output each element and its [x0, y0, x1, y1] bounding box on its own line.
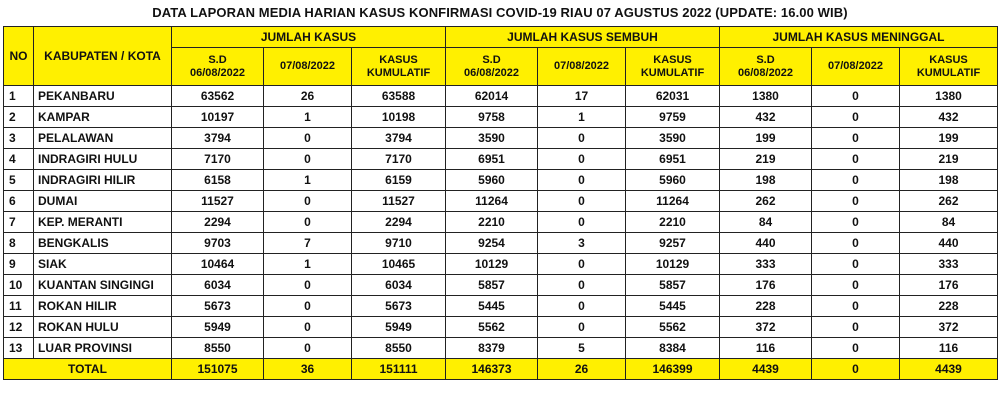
cell-cases-today: 0	[264, 275, 352, 296]
cell-cases-sd: 6158	[172, 170, 264, 191]
table-row	[4, 296, 998, 317]
cell-cases-cumulative: 5673	[352, 296, 446, 317]
cell-cases-sd: 2294	[172, 212, 264, 233]
cell-no: 12	[4, 317, 34, 338]
cell-deaths-today: 0	[812, 233, 900, 254]
cell-deaths-cumulative: 84	[900, 212, 998, 233]
total-recovered-cumulative: 146399	[626, 359, 720, 380]
cell-cases-sd: 5949	[172, 317, 264, 338]
subheader-cumulative-label1: KASUS	[653, 53, 692, 66]
cell-recovered-sd: 5445	[446, 296, 538, 317]
cell-recovered-today: 3	[538, 233, 626, 254]
cell-cases-today: 7	[264, 233, 352, 254]
cell-cases-today: 0	[264, 128, 352, 149]
cell-recovered-today: 17	[538, 86, 626, 107]
cell-no: 6	[4, 191, 34, 212]
subheader-cumulative-recovered	[626, 48, 720, 86]
cell-recovered-today: 0	[538, 149, 626, 170]
header-group-recovered: JUMLAH KASUS SEMBUH	[446, 27, 720, 48]
cell-recovered-sd: 5960	[446, 170, 538, 191]
cell-no: 9	[4, 254, 34, 275]
cell-deaths-sd: 176	[720, 275, 812, 296]
table-row	[4, 86, 998, 107]
total-label: TOTAL	[4, 359, 172, 380]
cell-deaths-sd: 198	[720, 170, 812, 191]
cell-recovered-today: 1	[538, 107, 626, 128]
subheader-today-recovered: 07/08/2022	[538, 48, 626, 86]
cell-cases-today: 1	[264, 254, 352, 275]
cell-deaths-today: 0	[812, 128, 900, 149]
cell-cases-sd: 10197	[172, 107, 264, 128]
cell-deaths-cumulative: 219	[900, 149, 998, 170]
cell-cases-cumulative: 63588	[352, 86, 446, 107]
cell-no: 13	[4, 338, 34, 359]
cell-cases-cumulative: 8550	[352, 338, 446, 359]
cell-deaths-sd: 116	[720, 338, 812, 359]
cell-deaths-sd: 333	[720, 254, 812, 275]
cell-cases-today: 1	[264, 107, 352, 128]
subheader-cumulative-deaths	[900, 48, 998, 86]
subheader-sd-deaths	[720, 48, 812, 86]
cell-recovered-sd: 8379	[446, 338, 538, 359]
cell-deaths-sd: 199	[720, 128, 812, 149]
cell-deaths-today: 0	[812, 254, 900, 275]
cell-recovered-cumulative: 8384	[626, 338, 720, 359]
cell-region: DUMAI	[34, 191, 172, 212]
cell-recovered-sd: 10129	[446, 254, 538, 275]
cell-no: 8	[4, 233, 34, 254]
cell-deaths-today: 0	[812, 170, 900, 191]
cell-region: INDRAGIRI HULU	[34, 149, 172, 170]
cell-cases-cumulative: 11527	[352, 191, 446, 212]
subheader-sd-date: 06/08/2022	[463, 66, 520, 79]
cell-deaths-sd: 372	[720, 317, 812, 338]
cell-deaths-sd: 432	[720, 107, 812, 128]
cell-cases-today: 0	[264, 191, 352, 212]
cell-recovered-today: 0	[538, 317, 626, 338]
cell-region: ROKAN HULU	[34, 317, 172, 338]
cell-deaths-cumulative: 176	[900, 275, 998, 296]
cell-recovered-today: 0	[538, 296, 626, 317]
cell-cases-today: 0	[264, 149, 352, 170]
cell-recovered-today: 5	[538, 338, 626, 359]
cell-recovered-sd: 62014	[446, 86, 538, 107]
cell-deaths-cumulative: 372	[900, 317, 998, 338]
table-row	[4, 212, 998, 233]
cell-cases-sd: 6034	[172, 275, 264, 296]
cell-deaths-today: 0	[812, 275, 900, 296]
subheader-today-deaths: 07/08/2022	[812, 48, 900, 86]
cell-recovered-cumulative: 62031	[626, 86, 720, 107]
total-deaths-sd: 4439	[720, 359, 812, 380]
cell-deaths-today: 0	[812, 149, 900, 170]
subheader-sd-cases	[172, 48, 264, 86]
cell-cases-sd: 9703	[172, 233, 264, 254]
cell-recovered-cumulative: 5960	[626, 170, 720, 191]
page-title: DATA LAPORAN MEDIA HARIAN KASUS KONFIRMASI COVID-19 RIAU 07 AGUSTUS 2022 (UPDATE: 16.00 WIB)	[152, 5, 848, 20]
cell-deaths-cumulative: 199	[900, 128, 998, 149]
cell-region: KEP. MERANTI	[34, 212, 172, 233]
cell-recovered-cumulative: 5857	[626, 275, 720, 296]
cell-cases-today: 26	[264, 86, 352, 107]
cell-region: SIAK	[34, 254, 172, 275]
cell-no: 10	[4, 275, 34, 296]
cell-deaths-cumulative: 333	[900, 254, 998, 275]
cell-no: 1	[4, 86, 34, 107]
cell-cases-sd: 7170	[172, 149, 264, 170]
cell-cases-today: 0	[264, 296, 352, 317]
table-row	[4, 191, 998, 212]
table-row	[4, 254, 998, 275]
cell-recovered-cumulative: 3590	[626, 128, 720, 149]
total-cases-cumulative: 151111	[352, 359, 446, 380]
table-row	[4, 233, 998, 254]
cell-region: PEKANBARU	[34, 86, 172, 107]
cell-deaths-today: 0	[812, 296, 900, 317]
cell-recovered-today: 0	[538, 275, 626, 296]
cell-no: 7	[4, 212, 34, 233]
cell-recovered-cumulative: 11264	[626, 191, 720, 212]
total-recovered-today: 26	[538, 359, 626, 380]
subheader-sd-recovered	[446, 48, 538, 86]
table-row	[4, 317, 998, 338]
cell-cases-today: 1	[264, 170, 352, 191]
total-cases-sd: 151075	[172, 359, 264, 380]
subheader-today-cases: 07/08/2022	[264, 48, 352, 86]
cell-deaths-today: 0	[812, 317, 900, 338]
total-deaths-cumulative: 4439	[900, 359, 998, 380]
total-deaths-today: 0	[812, 359, 900, 380]
cell-region: PELALAWAN	[34, 128, 172, 149]
cell-cases-sd: 3794	[172, 128, 264, 149]
cell-cases-today: 0	[264, 338, 352, 359]
cell-recovered-today: 0	[538, 128, 626, 149]
cell-recovered-today: 0	[538, 254, 626, 275]
table-row	[4, 338, 998, 359]
subheader-sd-date: 06/08/2022	[737, 66, 794, 79]
cell-cases-cumulative: 9710	[352, 233, 446, 254]
cell-deaths-sd: 262	[720, 191, 812, 212]
header-group-cases: JUMLAH KASUS	[172, 27, 446, 48]
table-row	[4, 128, 998, 149]
cell-deaths-cumulative: 228	[900, 296, 998, 317]
cell-recovered-cumulative: 5562	[626, 317, 720, 338]
cell-recovered-sd: 5562	[446, 317, 538, 338]
subheader-cumulative-label1: KASUS	[929, 53, 968, 66]
cell-recovered-cumulative: 6951	[626, 149, 720, 170]
cell-cases-cumulative: 5949	[352, 317, 446, 338]
cell-deaths-today: 0	[812, 86, 900, 107]
cell-cases-sd: 8550	[172, 338, 264, 359]
cell-deaths-cumulative: 1380	[900, 86, 998, 107]
table-header	[4, 27, 998, 86]
cell-cases-cumulative: 3794	[352, 128, 446, 149]
cell-cases-cumulative: 10465	[352, 254, 446, 275]
cell-region: BENGKALIS	[34, 233, 172, 254]
cell-deaths-cumulative: 432	[900, 107, 998, 128]
subheader-cumulative-label2: KUMULATIF	[640, 66, 705, 79]
cell-no: 2	[4, 107, 34, 128]
cell-region: INDRAGIRI HILIR	[34, 170, 172, 191]
total-recovered-sd: 146373	[446, 359, 538, 380]
cell-cases-cumulative: 6034	[352, 275, 446, 296]
subheader-sd-date: 06/08/2022	[189, 66, 246, 79]
cell-no: 11	[4, 296, 34, 317]
cell-no: 3	[4, 128, 34, 149]
total-cases-today: 36	[264, 359, 352, 380]
cell-cases-sd: 63562	[172, 86, 264, 107]
cell-cases-sd: 10464	[172, 254, 264, 275]
cell-recovered-cumulative: 2210	[626, 212, 720, 233]
cell-deaths-today: 0	[812, 191, 900, 212]
subheader-cumulative-label1: KASUS	[379, 53, 418, 66]
cell-recovered-today: 0	[538, 212, 626, 233]
cell-recovered-cumulative: 5445	[626, 296, 720, 317]
cell-recovered-sd: 3590	[446, 128, 538, 149]
cell-recovered-sd: 9758	[446, 107, 538, 128]
table-row	[4, 149, 998, 170]
header-group-deaths: JUMLAH KASUS MENINGGAL	[720, 27, 998, 48]
cell-deaths-cumulative: 198	[900, 170, 998, 191]
cell-recovered-today: 0	[538, 191, 626, 212]
subheader-sd-label: S.D	[756, 53, 775, 66]
cell-cases-today: 0	[264, 317, 352, 338]
cell-deaths-sd: 228	[720, 296, 812, 317]
cell-recovered-today: 0	[538, 170, 626, 191]
cell-region: KUANTAN SINGINGI	[34, 275, 172, 296]
cell-cases-today: 0	[264, 212, 352, 233]
cell-region: KAMPAR	[34, 107, 172, 128]
cell-deaths-sd: 440	[720, 233, 812, 254]
cell-cases-sd: 5673	[172, 296, 264, 317]
cell-deaths-today: 0	[812, 338, 900, 359]
total-row	[4, 359, 998, 380]
cell-deaths-sd: 84	[720, 212, 812, 233]
cell-deaths-today: 0	[812, 107, 900, 128]
cell-recovered-cumulative: 10129	[626, 254, 720, 275]
cell-deaths-today: 0	[812, 212, 900, 233]
subheader-cumulative-label2: KUMULATIF	[366, 66, 431, 79]
covid-report-table	[3, 26, 998, 380]
cell-cases-sd: 11527	[172, 191, 264, 212]
subheader-cumulative-label2: KUMULATIF	[916, 66, 981, 79]
cell-recovered-sd: 5857	[446, 275, 538, 296]
cell-no: 4	[4, 149, 34, 170]
cell-cases-cumulative: 7170	[352, 149, 446, 170]
header-no: NO	[4, 27, 34, 86]
cell-recovered-cumulative: 9759	[626, 107, 720, 128]
cell-deaths-cumulative: 116	[900, 338, 998, 359]
cell-deaths-sd: 1380	[720, 86, 812, 107]
cell-region: LUAR PROVINSI	[34, 338, 172, 359]
cell-recovered-sd: 2210	[446, 212, 538, 233]
cell-cases-cumulative: 10198	[352, 107, 446, 128]
cell-recovered-cumulative: 9257	[626, 233, 720, 254]
table-row	[4, 275, 998, 296]
cell-recovered-sd: 6951	[446, 149, 538, 170]
cell-cases-cumulative: 2294	[352, 212, 446, 233]
cell-recovered-sd: 11264	[446, 191, 538, 212]
cell-region: ROKAN HILIR	[34, 296, 172, 317]
table-row	[4, 170, 998, 191]
subheader-cumulative-cases	[352, 48, 446, 86]
table-row	[4, 107, 998, 128]
cell-deaths-cumulative: 440	[900, 233, 998, 254]
cell-no: 5	[4, 170, 34, 191]
header-region: KABUPATEN / KOTA	[34, 27, 172, 86]
subheader-sd-label: S.D	[208, 53, 227, 66]
table-body	[4, 86, 998, 359]
cell-deaths-cumulative: 262	[900, 191, 998, 212]
cell-cases-cumulative: 6159	[352, 170, 446, 191]
cell-recovered-sd: 9254	[446, 233, 538, 254]
cell-deaths-sd: 219	[720, 149, 812, 170]
subheader-sd-label: S.D	[482, 53, 501, 66]
